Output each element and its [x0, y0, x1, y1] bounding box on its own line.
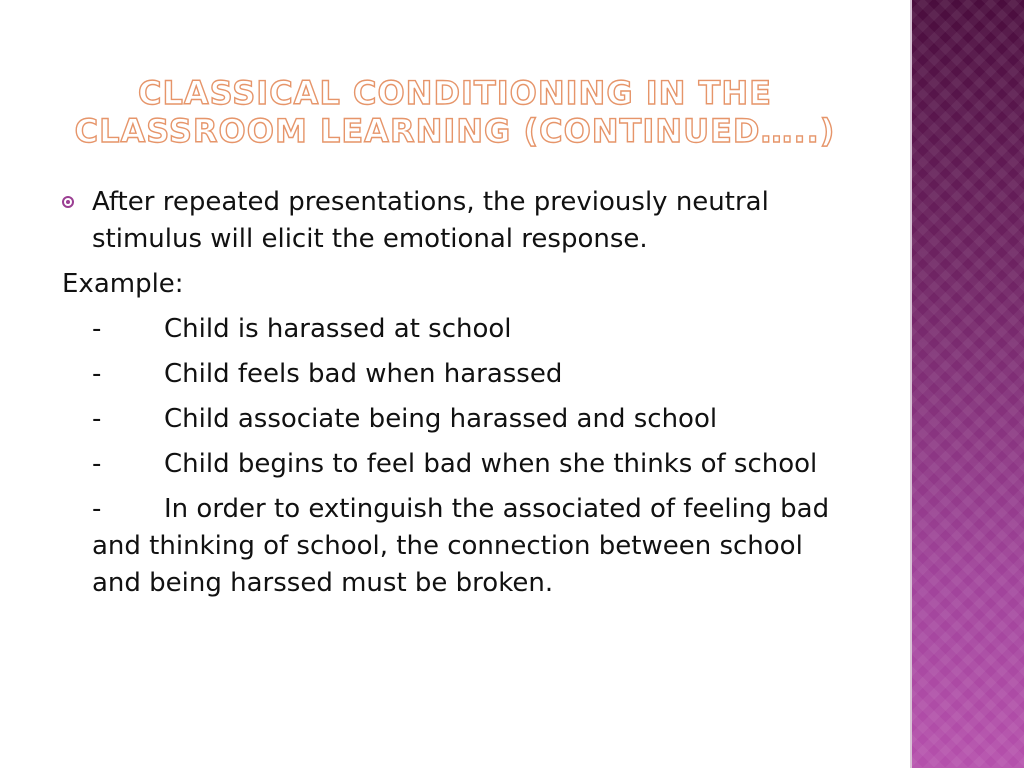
slide-body	[62, 184, 842, 602]
example-item	[62, 401, 842, 438]
example-item	[62, 491, 842, 602]
circle-bullet-icon	[62, 196, 74, 208]
example-item-text: Child begins to feel bad when she thinks of school	[164, 449, 818, 479]
dash-marker: -	[92, 359, 102, 389]
dash-marker: -	[92, 404, 102, 434]
title-line-2: CLASSROOM LEARNING (CONTINUED…..)	[74, 112, 836, 150]
example-label: Example:	[62, 269, 184, 299]
example-item	[62, 356, 842, 393]
example-item	[62, 311, 842, 348]
dash-marker: -	[92, 449, 102, 479]
slide-title	[40, 74, 870, 150]
example-item-text: Child feels bad when harassed	[164, 359, 563, 389]
decorative-side-band	[912, 0, 1024, 768]
example-item-text: Child is harassed at school	[164, 314, 512, 344]
dash-marker: -	[92, 494, 102, 524]
example-item-text: In order to extinguish the associated of feeling bad and thinking of school, the connection between school and being harssed must be broken.	[92, 494, 830, 598]
bullet-point	[62, 184, 842, 258]
example-item-text: Child associate being harassed and school	[164, 404, 718, 434]
dash-marker: -	[92, 314, 102, 344]
bullet-text: After repeated presentations, the previously neutral stimulus will elicit the emotional response.	[92, 187, 769, 254]
example-item	[62, 446, 842, 483]
title-line-1: CLASSICAL CONDITIONING IN THE	[137, 74, 773, 112]
